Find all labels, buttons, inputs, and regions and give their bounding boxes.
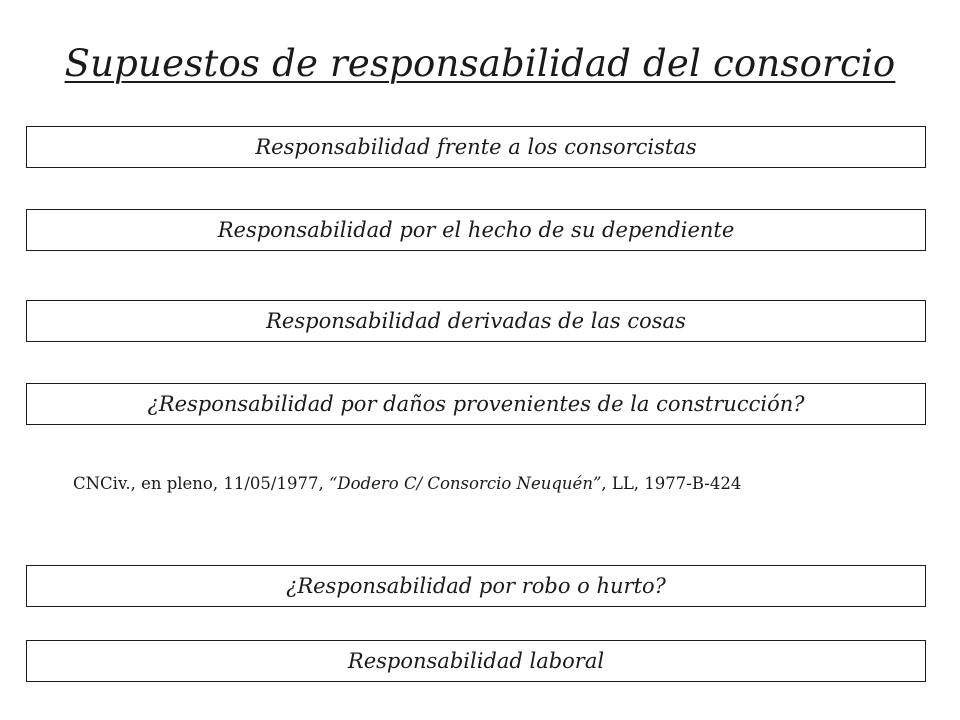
item-box-dependiente: Responsabilidad por el hecho de su dependiente [26,209,926,251]
case-citation [73,474,741,493]
citation-prefix: CNCiv., en pleno, 11/05/1977, [73,474,329,493]
citation-case-name: “Dodero C/ Consorcio Neuquén” [328,474,602,493]
item-box-construccion: ¿Responsabilidad por daños provenientes de la construcción? [26,383,926,425]
slide-title: Supuestos de responsabilidad del consorcio [64,42,896,85]
item-box-cosas: Responsabilidad derivadas de las cosas [26,300,926,342]
item-box-laboral: Responsabilidad laboral [26,640,926,682]
item-box-robo-hurto: ¿Responsabilidad por robo o hurto? [26,565,926,607]
citation-suffix: , LL, 1977-B-424 [601,474,742,493]
item-box-consorcistas: Responsabilidad frente a los consorcistas [26,126,926,168]
